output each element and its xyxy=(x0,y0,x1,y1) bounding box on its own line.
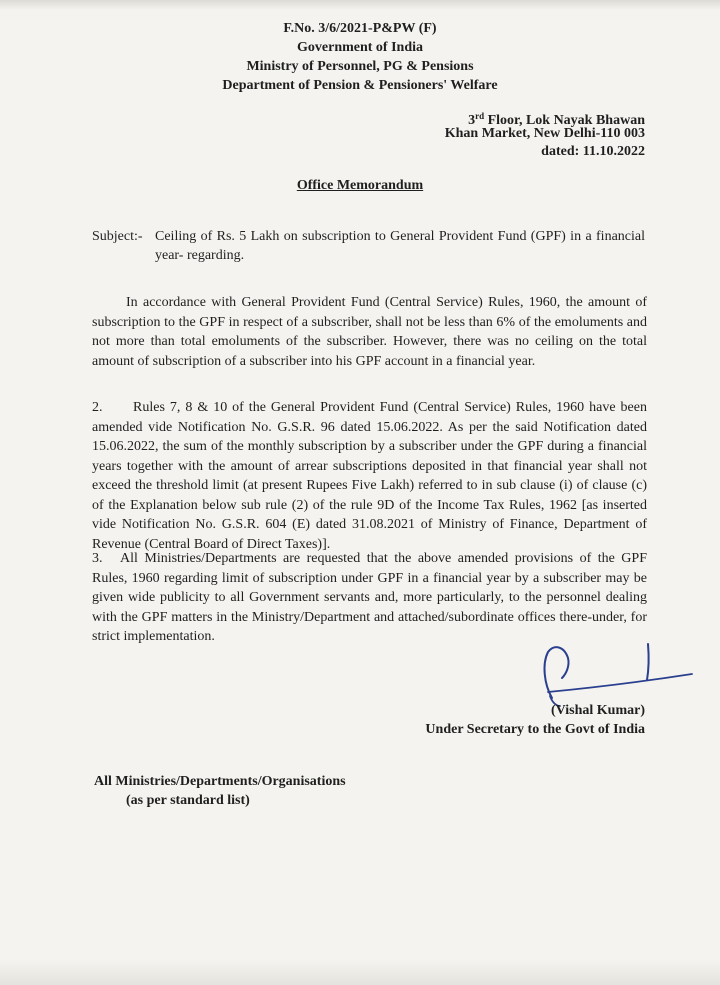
paragraph-1: In accordance with General Provident Fund (Central Service) Rules, 1960, the amount of subscription to the GPF in respect of a subscriber, shall not be less than 6% of the emoluments and not more than total emoluments of the subscriber. However, there was no ceiling on the total amount of subscription of a subscriber into his GPF account in a financial year. xyxy=(92,295,647,369)
floor-rest: Floor, Lok Nayak Bhawan xyxy=(484,113,645,128)
paragraph-2 xyxy=(92,398,647,554)
scan-top-shadow xyxy=(0,0,720,10)
memo-title-text: Office Memorandum xyxy=(296,178,424,193)
address-line-2: Khan Market, New Delhi-110 003 xyxy=(444,126,645,141)
subject-label: Subject:- xyxy=(92,229,143,244)
paragraph-2-text: Rules 7, 8 & 10 of the General Provident Fund (Central Service) Rules, 1960 have been amended vide Notification No. G.S.R. 96 dated 15.06.2022. As per the said Notification dated 15.06.2022, the sum of the monthly subscription by a subscriber under the GPF during a financial years together with the amount of arrear subscriptions deposited in that financial year shall not exceed the threshold limit (at present Rupees Five Lakh) referred to in sub clause (i) of clause (c) of the Explanation below sub rule (2) of the rule 9D of the Income Tax Rules, 1962 [as inserted vide Notification No. G.S.R. 604 (E) dated 31.08.2021 of Ministry of Finance, Department of Revenue (Central Board of Direct Taxes)]. xyxy=(92,400,647,552)
signatory-name: (Vishal Kumar) xyxy=(551,703,645,718)
memo-title xyxy=(0,178,720,194)
paragraph-3-text: All Ministries/Departments are requested that the above amended provisions of the GPF Rules, 1960 regarding limit of subscription under GPF in a financial year by a subscriber may be given wide publicity to all Government servants and, more particularly, to the personnel dealing with the GPF matters in the Ministry/Department and attached/subordinate offices there-under, for strict implementation. xyxy=(92,551,647,644)
floor-superscript: rd xyxy=(475,111,485,121)
government-line: Government of India xyxy=(297,40,423,55)
signature-block xyxy=(425,701,645,739)
addressee-block xyxy=(94,772,346,810)
memo-date: dated: 11.10.2022 xyxy=(541,144,645,159)
subject-block xyxy=(92,227,647,263)
paragraph-3 xyxy=(92,549,647,647)
subject-text: Ceiling of Rs. 5 Lakh on subscription to General Provident Fund (GPF) in a financial year- regarding. xyxy=(155,229,645,263)
addressee-line-2: (as per standard list) xyxy=(126,793,250,808)
department-line: Department of Pension & Pensioners' Welfare xyxy=(222,78,498,93)
file-number: F.No. 3/6/2021-P&PW (F) xyxy=(283,21,437,36)
addressee-line-1: All Ministries/Departments/Organisations xyxy=(94,774,346,789)
floor-number: 3 xyxy=(468,113,476,128)
signatory-designation: Under Secretary to the Govt of India xyxy=(425,722,645,737)
paragraph-3-number: 3. xyxy=(92,551,103,566)
ministry-line: Ministry of Personnel, PG & Pensions xyxy=(246,59,474,74)
paragraph-2-number: 2. xyxy=(92,400,103,415)
scan-bottom-shadow xyxy=(0,960,720,985)
